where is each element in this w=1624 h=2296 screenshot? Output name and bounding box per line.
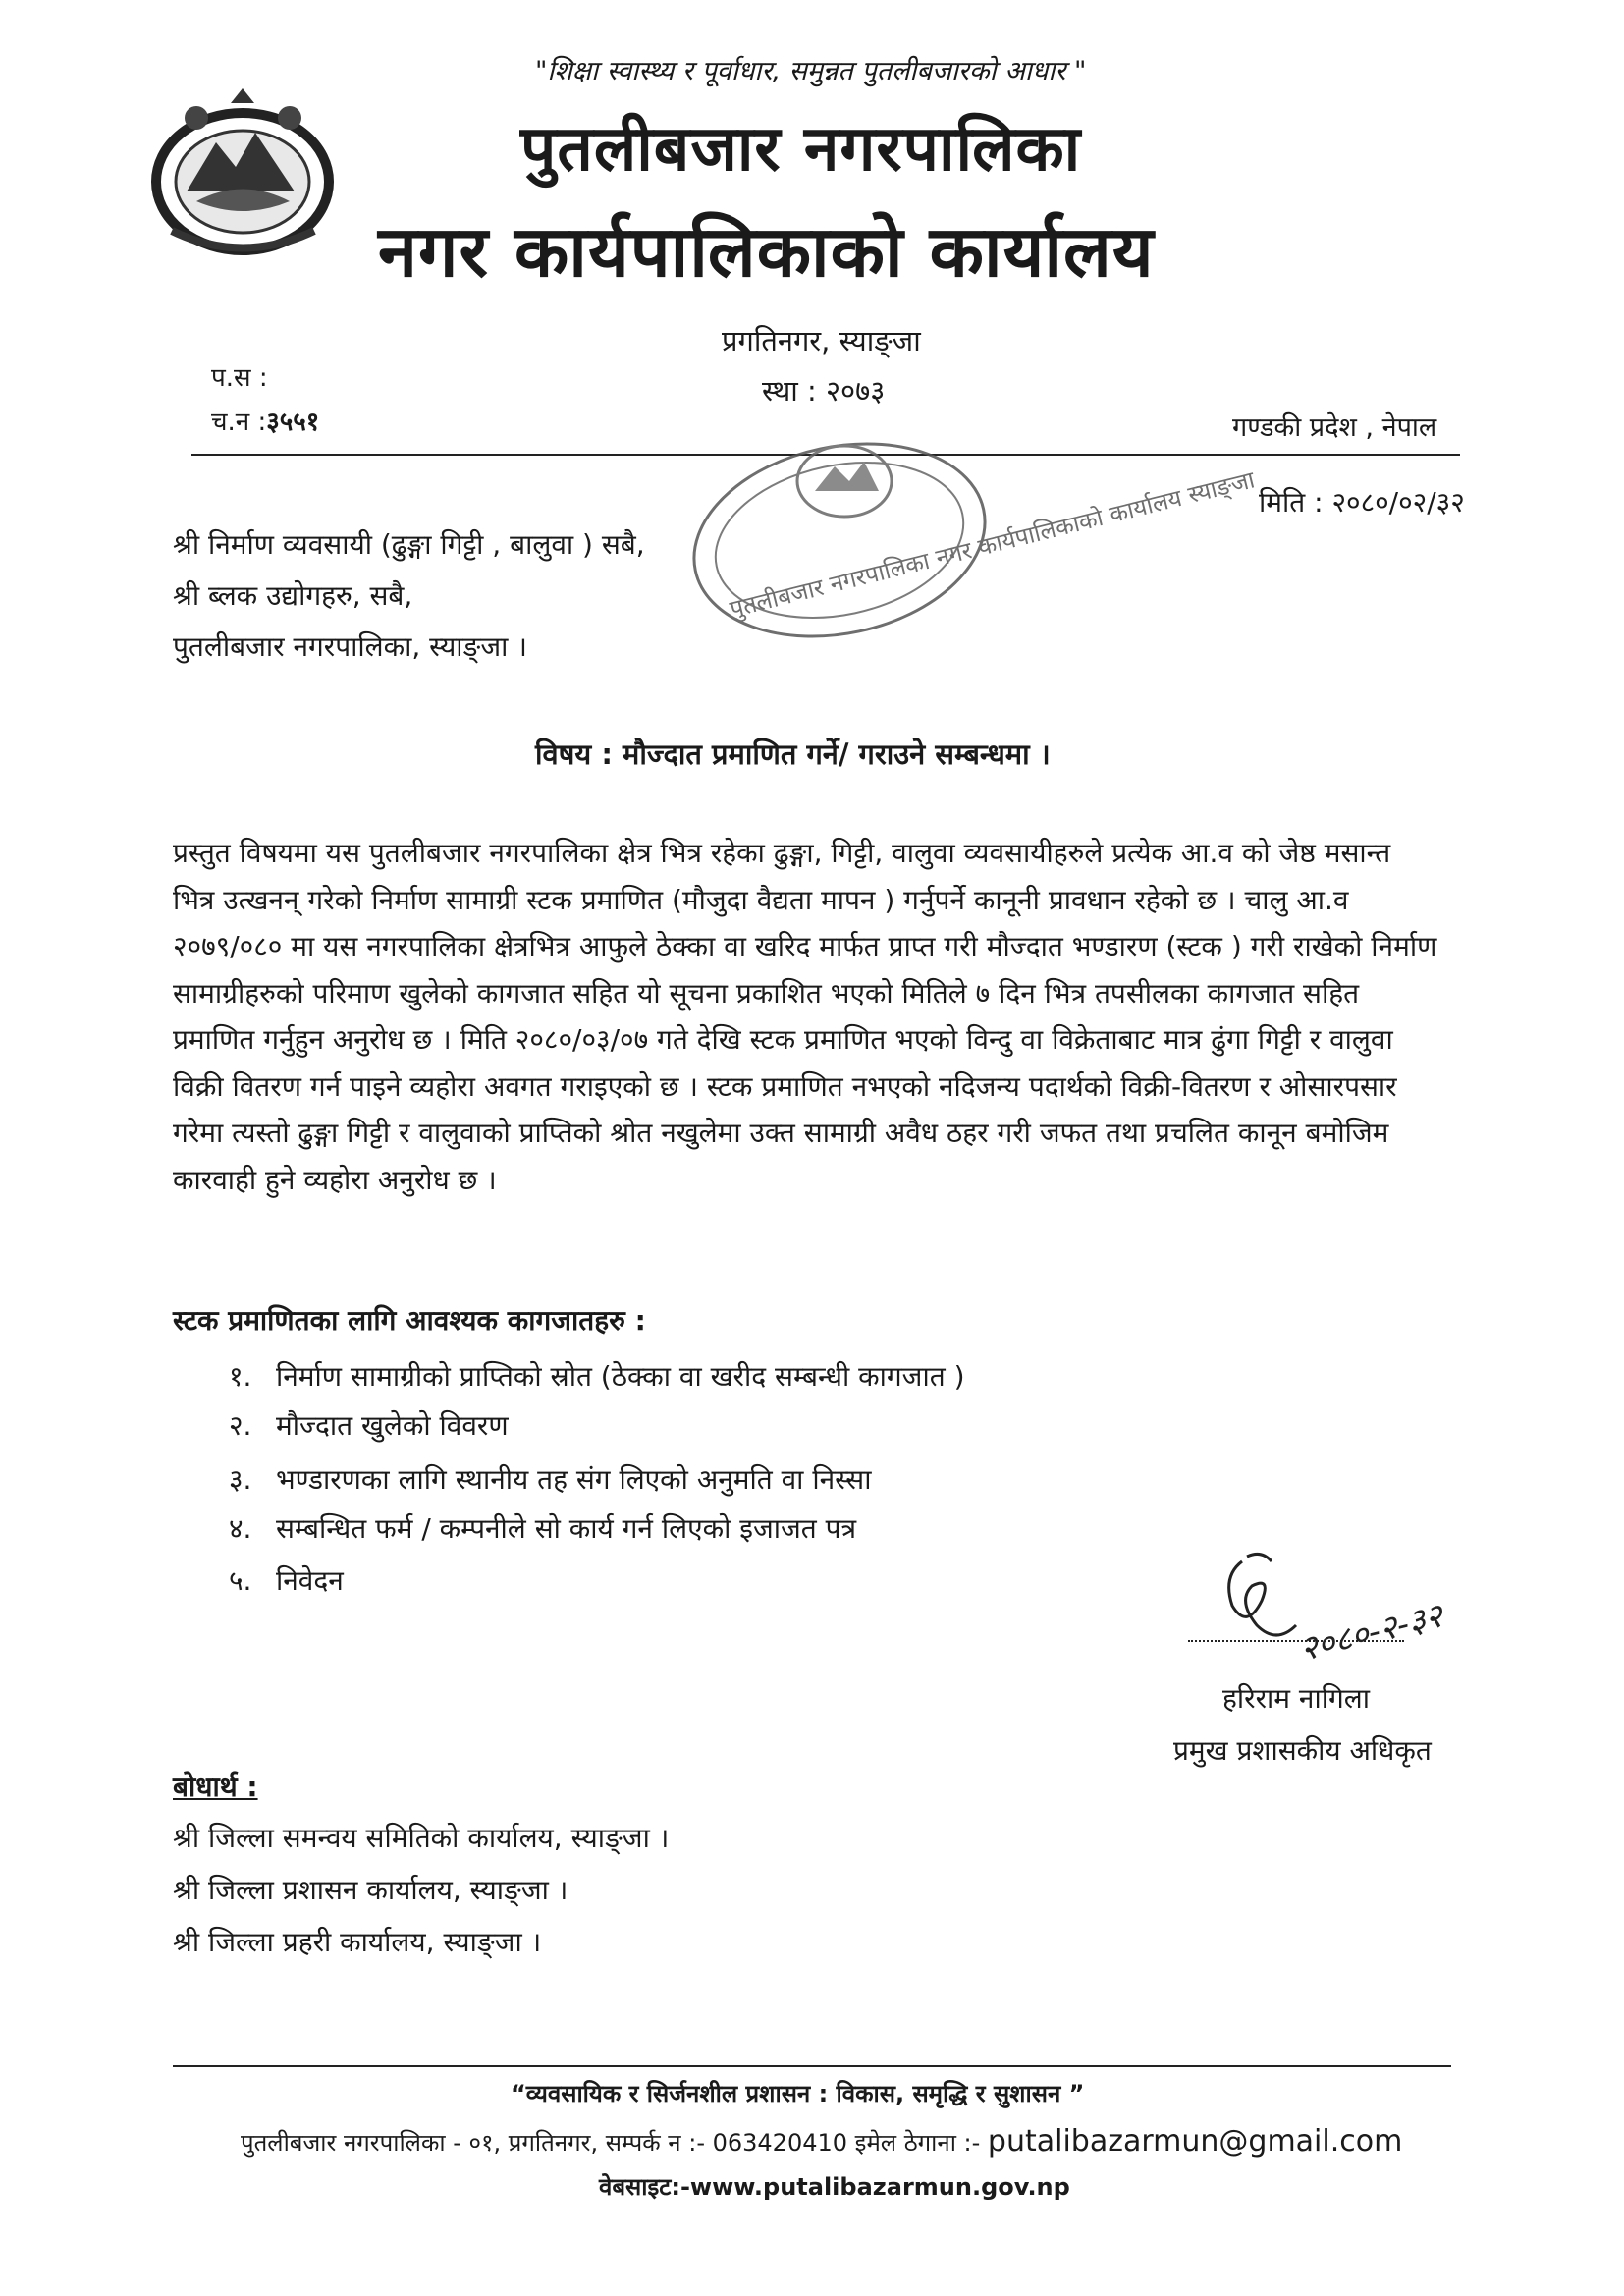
recipient-line: पुतलीबजार नगरपालिका, स्याङ्जा ।: [173, 630, 527, 663]
body-line: गरेमा त्यस्तो ढुङ्गा गिट्टी र वालुवाको प्राप्तिको श्रोत नखुलेमा उक्त सामाग्री अवैध ठहर गरी जफत तथा प्रचलित कानून बमोजिम: [173, 1117, 1389, 1149]
body-line: सामाग्रीहरुको परिमाण खुलेको कागजात सहित यो सूचना प्रकाशित भएको मितिले ७ दिन भित्र तपसीलका कागजात सहित: [173, 976, 1360, 1010]
body-line: प्रमाणित गर्नुहुन अनुरोध छ । मिति २०८०/०३/०७ गते देखि स्टक प्रमाणित भएको विन्दु वा विक्रेताबाट मात्र ढुंगा गिट्टी र वालुवा: [173, 1023, 1393, 1056]
requirement-item: [229, 1357, 965, 1394]
office-name: नगर कार्यपालिकाको कार्यालय: [378, 210, 1155, 293]
requirement-item: [229, 1406, 509, 1444]
requirement-number: १.: [229, 1360, 252, 1393]
footer-address: [241, 2124, 1402, 2159]
body-line: २०७९/०८० मा यस नगरपालिका क्षेत्रभित्र आफुले ठेक्का वा खरिद मार्फत प्राप्त गरी मौज्दात भण्डारण (स्टक ) गरी राखेको निर्माण: [173, 930, 1437, 962]
established-year: स्था : २०७३: [762, 374, 886, 408]
requirement-number: २.: [229, 1409, 252, 1442]
cn-reference: [211, 403, 319, 438]
body-line: कारवाही हुने व्यहोरा अनुरोध छ ।: [173, 1163, 497, 1196]
footer-address-text: पुतलीबजार नगरपालिका - ०१, प्रगतिनगर, सम्पर्क न :- 063420410 इमेल ठेगाना :-: [241, 2129, 988, 2157]
cn-label: च.न :: [211, 408, 267, 437]
footer-motto: “व्यवसायिक र सिर्जनशील प्रशासन : विकास, समृद्धि र सुशासन ”: [511, 2080, 1085, 2107]
office-stamp: [677, 422, 1258, 648]
recipient-line: श्री निर्माण व्यवसायी (ढुङ्गा गिट्टी , बालुवा ) सबै,: [173, 528, 645, 561]
address-line: प्रगतिनगर, स्याङ्जा: [722, 324, 921, 357]
footer-email[interactable]: putalibazarmun@gmail.com: [987, 2124, 1403, 2159]
body-line: प्रस्तुत विषयमा यस पुतलीबजार नगरपालिका क्षेत्र भित्र रहेका ढुङ्गा, गिट्टी, वालुवा व्यवसायीहरुले प्रत्येक आ.व को जेष्ठ मसान्त: [173, 837, 1391, 869]
requirement-item: [229, 1561, 344, 1599]
cc-item: श्री जिल्ला प्रशासन कार्यालय, स्याङ्जा ।: [173, 1874, 568, 1906]
nepal-emblem-logo: [137, 83, 349, 275]
subject-line: विषय : मौज्दात प्रमाणित गर्ने/ गराउने सम्बन्धमा ।: [535, 738, 1051, 771]
signer-title: प्रमुख प्रशासकीय अधिकृत: [1173, 1734, 1432, 1767]
requirement-item: [229, 1509, 856, 1547]
body-line: विक्री वितरण गर्न पाइने व्यहोरा अवगत गराइएको छ । स्टक प्रमाणित नभएको नदिजन्य पदार्थको विक्री-वितरण र ओसारपसार: [173, 1069, 1397, 1103]
body-line: भित्र उत्खनन् गरेको निर्माण सामाग्री स्टक प्रमाणित (मौजुदा वैद्यता मापन ) गर्नुपर्ने कानूनी प्रावधान रहेको छ । चालु आ.व: [173, 883, 1349, 916]
requirement-text: सम्बन्धित फर्म / कम्पनीले सो कार्य गर्न लिएको इजाजत पत्र: [276, 1512, 857, 1545]
header-motto: "शिक्षा स्वास्थ्य र पूर्वाधार, समुन्नत पुतलीबजारको आधार ": [535, 56, 1087, 86]
footer-website[interactable]: वेबसाइट:-www.putalibazarmun.gov.np: [599, 2173, 1070, 2201]
requirement-number: ४.: [229, 1512, 252, 1545]
org-name: पुतलीबजार नगरपालिका: [520, 113, 1082, 186]
requirement-number: ५.: [229, 1564, 252, 1597]
ps-label: प.स :: [211, 363, 268, 393]
footer-divider: [173, 2065, 1451, 2067]
signer-name: हरिराम नागिला: [1222, 1682, 1370, 1715]
requirement-text: मौज्दात खुलेको विवरण: [276, 1409, 509, 1442]
province: गण्डकी प्रदेश , नेपाल: [1232, 412, 1437, 443]
requirement-number: ३.: [229, 1463, 252, 1496]
stamp-text: पुतलीबजार नगरपालिका नगर कार्यपालिकाको कार्यालय स्याङ्जा: [727, 465, 1258, 624]
cc-heading: बोधार्थ :: [173, 1771, 258, 1803]
cc-item: श्री जिल्ला समन्वय समितिको कार्यालय, स्याङ्जा ।: [173, 1822, 670, 1854]
requirement-text: निर्माण सामाग्रीको प्राप्तिको स्रोत (ठेक्का वा खरीद सम्बन्धी कागजात ): [276, 1360, 965, 1393]
signature-date: २०८०-२-३२: [1296, 1596, 1447, 1669]
cn-value: ३५५१: [266, 408, 320, 437]
letter-date: मिति : २०८०/०२/३२: [1259, 486, 1465, 519]
recipient-line: श्री ब्लक उद्योगहरु, सबै,: [173, 579, 413, 612]
body-paragraph: [173, 830, 1459, 1203]
signature-line: [1188, 1640, 1404, 1642]
requirement-text: भण्डारणका लागि स्थानीय तह संग लिएको अनुमति वा निस्सा: [276, 1463, 872, 1496]
cc-item: श्री जिल्ला प्रहरी कार्यालय, स्याङ्जा ।: [173, 1926, 542, 1958]
requirements-heading: स्टक प्रमाणितका लागि आवश्यक कागजातहरु :: [173, 1304, 646, 1337]
requirement-item: [229, 1460, 871, 1498]
requirement-text: निवेदन: [276, 1564, 344, 1597]
handwritten-signature: [1188, 1532, 1512, 1669]
